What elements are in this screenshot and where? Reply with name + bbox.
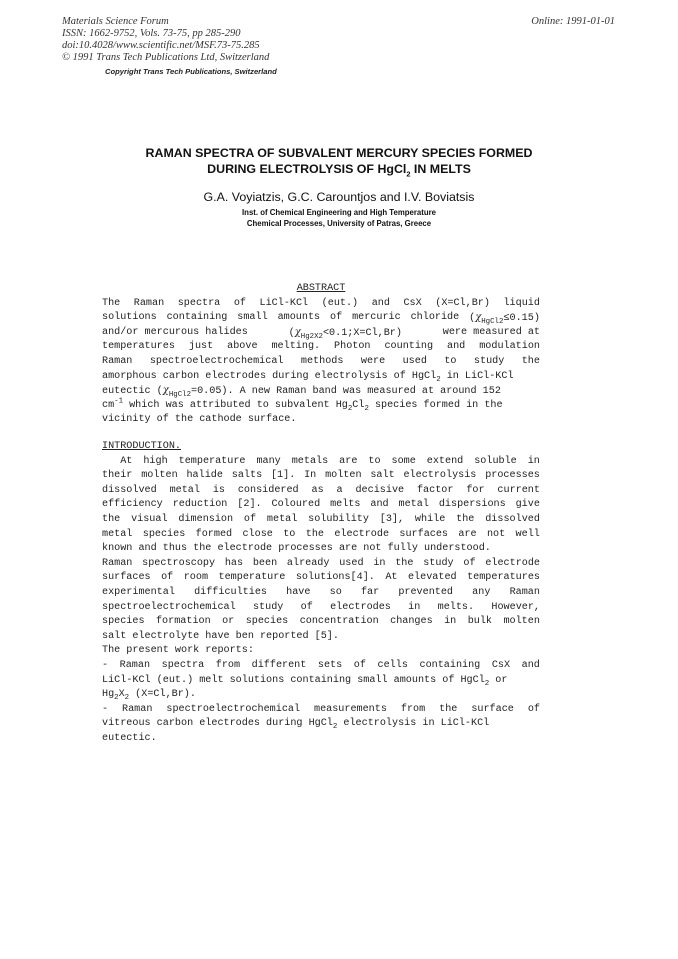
word: liquid (503, 297, 540, 309)
word: [1]. (270, 470, 296, 482)
word: Raman (102, 557, 133, 569)
word: the (395, 557, 414, 569)
mole-fraction-expression: $(\chi_{HgCl2}\le 0.15)$ (469, 312, 540, 327)
intro-line (102, 513, 540, 528)
word: solutions[4]. (295, 572, 375, 584)
word: Raman (119, 659, 151, 671)
intro-line (102, 659, 540, 674)
word: from (400, 703, 426, 715)
word: electrolysis (403, 470, 477, 482)
word: temperatures (467, 572, 540, 584)
word: containing (166, 312, 228, 324)
word: containing (419, 659, 481, 671)
word: cells (377, 659, 408, 671)
word: and (521, 659, 540, 671)
word: At (385, 572, 398, 584)
word: solutions (102, 312, 157, 324)
intro-line: $Hg_2X_2$ (X=Cl,Br). (102, 689, 196, 703)
online-date: Online: 1991-01-01 (531, 16, 615, 27)
word: - (102, 659, 109, 671)
word: the (521, 355, 540, 367)
word: from (215, 659, 241, 671)
word: is (212, 484, 225, 496)
word: any (472, 586, 491, 598)
word: processes (485, 470, 540, 482)
abstract-line (102, 355, 540, 370)
word: of (300, 601, 313, 613)
word: metal (102, 528, 133, 540)
word: study (252, 601, 284, 613)
word: have (286, 586, 311, 598)
intro-line (102, 615, 540, 630)
abstract-line (102, 340, 540, 355)
word: Raman (122, 703, 153, 715)
word: the (102, 513, 121, 525)
word: small (237, 312, 268, 324)
word: The (102, 297, 121, 309)
abstract-line (102, 311, 540, 326)
word: study (473, 355, 505, 367)
word: species (245, 616, 289, 628)
word: their (102, 470, 133, 482)
word: solubility (308, 513, 369, 525)
word: halide (186, 470, 223, 482)
word: already (286, 557, 330, 569)
word: to (283, 528, 296, 540)
word: spectroelectrochemical (166, 703, 301, 715)
word: species (102, 616, 145, 628)
word: salts (231, 470, 263, 482)
word: high (143, 455, 168, 467)
word: Raman (509, 586, 540, 598)
publisher-copyright-note: Copyright Trans Tech Publications, Switzerland (105, 67, 277, 76)
abstract-line: eutectic $(\chi_{HgCl2}=0.05)$. A new Raman band was measured at around 152 (102, 385, 501, 400)
word: - (102, 703, 109, 715)
word: so (329, 586, 342, 598)
word: formed (195, 528, 233, 540)
word: efficiency (102, 499, 163, 511)
word: dissolved (485, 513, 540, 525)
word: the (456, 513, 475, 525)
word: CsX (491, 659, 511, 671)
word: [3], (379, 513, 405, 525)
word: used (339, 557, 364, 569)
word: dispersions (438, 499, 506, 511)
word: above (227, 341, 258, 353)
intro-line: salt electrolyte have ben reported [5]. (102, 630, 339, 642)
intro-line: known and thus the electrode processes are not fully understood. (102, 543, 491, 555)
word: of (463, 557, 476, 569)
word: dimension (178, 513, 234, 525)
word: molten (325, 470, 362, 482)
word: In (304, 470, 317, 482)
abstract-line: vicinity of the cathode surface. (102, 414, 297, 426)
intro-line: The present work reports: (102, 645, 254, 657)
word: dissolved (102, 484, 157, 496)
issn-line: ISSN: 1662-9752, Vols. 73-75, pp 285-290 (62, 28, 241, 39)
word: considered (237, 484, 299, 496)
word: spectroelectrochemical (102, 601, 236, 613)
abstract-line: $cm^{-1}$ which was attributed to subvalent $Hg_2Cl_2$ species formed in the (102, 397, 503, 413)
word: spectra (161, 659, 205, 671)
word: surfaces (102, 572, 151, 584)
title-line-2: DURING ELECTROLYSIS OF HgCl$_2$ IN MELTS (207, 162, 471, 179)
word: Coloured (271, 499, 321, 511)
word: temperature (218, 572, 286, 584)
word: study (423, 557, 454, 569)
word: changes (390, 616, 433, 628)
word: spectroelectrochemical (149, 355, 284, 367)
word: decisive (355, 484, 405, 496)
word: Photon (334, 341, 371, 353)
word: soluble (474, 455, 517, 467)
word: while (414, 513, 446, 525)
word: prevented (398, 586, 454, 598)
word: and (371, 297, 390, 309)
word: concentration (299, 616, 379, 628)
word: elevated (407, 572, 457, 584)
word: in (408, 601, 421, 613)
introduction-heading: INTRODUCTION. (102, 441, 181, 452)
word: CsX (403, 297, 422, 309)
word: different (251, 659, 307, 671)
word: temperatures (102, 341, 175, 353)
word: metals (291, 455, 329, 467)
title-line-1: RAMAN SPECTRA OF SUBVALENT MERCURY SPECIES FORMED (145, 146, 533, 160)
word: to (444, 355, 457, 367)
word: Raman (133, 297, 165, 309)
word: are (458, 528, 477, 540)
word: species (142, 528, 186, 540)
word: of (233, 297, 246, 309)
word: reduction (172, 499, 228, 511)
intro-line (102, 528, 540, 543)
word: bulk (467, 616, 493, 628)
word: in (527, 455, 540, 467)
word: metal (266, 513, 298, 525)
word: spectra (177, 297, 221, 309)
word: current (497, 484, 540, 496)
word: of (353, 659, 366, 671)
journal-name: Materials Science Forum (62, 16, 169, 27)
word: some (391, 455, 416, 467)
word: However, (491, 601, 540, 613)
word: modulation (479, 341, 540, 353)
word: in (373, 557, 386, 569)
word: in (444, 616, 457, 628)
word: electrode (334, 528, 390, 540)
abstract-line: and/or mercurous halides $(\chi_{Hg2X2}<0.1;X=Cl,Br)$ were measured at (102, 326, 540, 341)
word: LiCl-KCl (259, 297, 309, 309)
word: a (336, 484, 343, 496)
affiliation-line-1: Inst. of Chemical Engineering and High Temperature (242, 208, 436, 217)
word: methods (300, 355, 344, 367)
word: of (243, 513, 257, 525)
word: (eut.) (321, 297, 359, 309)
word: temperature (178, 455, 246, 467)
word: mercuric (352, 312, 401, 324)
intro-line: LiCl-KCl (eut.) melt solutions containing small amounts of HgCl$_2$ or (102, 674, 508, 688)
intro-line (102, 586, 540, 601)
word: of (330, 312, 343, 324)
affiliation-line-2: Chemical Processes, University of Patras, Greece (246, 219, 432, 228)
word: counting (384, 341, 434, 353)
word: Raman (102, 355, 133, 367)
word: of (161, 572, 174, 584)
word: extend (426, 455, 464, 467)
affiliation (0, 207, 678, 229)
word: has (224, 557, 244, 569)
word: metal (398, 499, 429, 511)
intro-line (102, 484, 540, 499)
abstract-line: amorphous carbon electrodes during electrolysis of HgCl$_2$ in LiCl-KCl (102, 370, 514, 384)
word: spectroscopy (142, 557, 216, 569)
word: sets (317, 659, 343, 671)
word: many (256, 455, 281, 467)
word: used (402, 355, 427, 367)
abstract-section (102, 282, 540, 428)
word: molten (141, 470, 178, 482)
word: or (222, 616, 235, 628)
word: and (370, 499, 389, 511)
word: (X=Cl,Br) (435, 297, 490, 309)
intro-line (102, 601, 540, 616)
word: difficulties (194, 586, 267, 598)
abstract-heading: ABSTRACT (296, 283, 346, 294)
word: melting. (271, 341, 321, 353)
word: salt (370, 470, 395, 482)
word: and (447, 341, 466, 353)
author-list: G.A. Voyiatzis, G.C. Carountjos and I.V. Boviatsis (203, 190, 475, 204)
abstract-line (102, 297, 540, 312)
word: not (486, 528, 506, 540)
word: close (242, 528, 273, 540)
word: well (515, 528, 540, 540)
word: as (311, 484, 324, 496)
paper-title (0, 145, 678, 177)
word: for (466, 484, 485, 496)
word: to (368, 455, 381, 467)
word: are (339, 455, 358, 467)
introduction-section (102, 440, 540, 746)
doi-line[interactable]: doi:10.4028/www.scientific.net/MSF.73-75.285 (62, 40, 260, 51)
word: melts. (437, 601, 475, 613)
copyright-line: © 1991 Trans Tech Publications Ltd, Switzerland (62, 52, 270, 63)
word: room (183, 572, 209, 584)
word: molten (503, 616, 540, 628)
word: amounts (277, 312, 321, 324)
word: been (252, 557, 278, 569)
intro-line (102, 557, 540, 572)
intro-line (102, 498, 540, 513)
word: melts (330, 499, 361, 511)
intro-line (102, 455, 540, 470)
word: surfaces (399, 528, 448, 540)
word: [2]. (237, 499, 262, 511)
word: far (360, 586, 380, 598)
word: of (527, 703, 540, 715)
word: visual (131, 513, 168, 525)
word: electrodes (330, 601, 391, 613)
word: were (360, 355, 386, 367)
intro-line: eutectic. (102, 732, 157, 744)
word: chloride (410, 312, 460, 324)
word: At (102, 455, 133, 467)
intro-line (102, 469, 540, 484)
word: measurements (314, 703, 387, 715)
word: just (188, 341, 214, 353)
word: metal (169, 484, 200, 496)
word: factor (416, 484, 454, 496)
word: the (305, 528, 324, 540)
intro-line: vitreous carbon electrodes during HgCl$_2$ electrolysis in LiCl-KCl (102, 718, 490, 732)
word: formation (155, 616, 211, 628)
word: the (439, 703, 458, 715)
word: experimental (102, 586, 175, 598)
word: surface (471, 703, 514, 715)
word: give (515, 499, 540, 511)
word: electrode (485, 557, 540, 569)
intro-line (102, 703, 540, 718)
intro-line (102, 571, 540, 586)
